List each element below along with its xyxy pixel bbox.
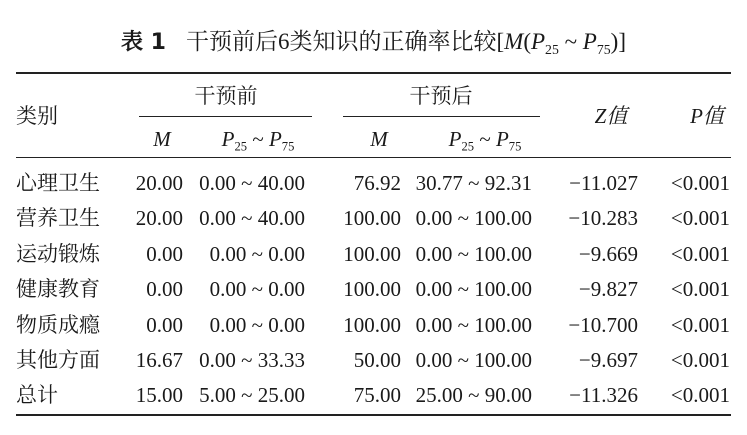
- row-before-median: 15.00: [135, 383, 183, 407]
- table-caption: [0, 24, 747, 61]
- row-category: 其他方面: [16, 348, 100, 372]
- row-after-iqr: 0.00 ~ 100.00: [415, 277, 532, 301]
- row-before-iqr: 5.00 ~ 25.00: [199, 383, 305, 407]
- caption-sub-25: 25: [545, 41, 559, 57]
- row-z: −9.669: [578, 242, 638, 266]
- row-before-median: 20.00: [135, 206, 183, 230]
- caption-sub-75: 75: [596, 41, 611, 57]
- row-before-median: 0.00: [146, 277, 183, 301]
- caption-bracket-open: [: [496, 29, 505, 54]
- table-title: 干预前后6类知识的正确率比较: [185, 29, 497, 54]
- row-z: −10.700: [568, 313, 638, 337]
- row-category: 健康教育: [16, 277, 100, 301]
- caption-stat-p2: P: [582, 29, 597, 54]
- row-after-median: 75.00: [353, 383, 401, 407]
- row-before-iqr: 0.00 ~ 0.00: [209, 277, 305, 301]
- row-before-iqr: 0.00 ~ 40.00: [199, 206, 305, 230]
- row-category: 运动锻炼: [16, 242, 100, 266]
- row-before-iqr: 0.00 ~ 40.00: [199, 171, 305, 195]
- caption-stat-m: M: [504, 29, 524, 54]
- header-z: Z值: [594, 104, 628, 128]
- row-before-median: 20.00: [135, 171, 183, 195]
- row-category: 总计: [16, 383, 58, 407]
- table-bottom-rule: [16, 414, 731, 416]
- table-header-rule: [16, 157, 731, 158]
- row-p: <0.001: [670, 383, 730, 407]
- row-after-median: 50.00: [353, 348, 401, 372]
- row-before-median: 16.67: [135, 348, 183, 372]
- row-after-iqr: 0.00 ~ 100.00: [415, 348, 532, 372]
- header-after-iqr: $P_{25}$ ~ $P_{75}$: [448, 127, 522, 154]
- header-after-median: M: [370, 127, 388, 151]
- header-before-median: M: [153, 127, 171, 151]
- row-z: −11.326: [569, 383, 638, 407]
- row-after-iqr: 25.00 ~ 90.00: [415, 383, 532, 407]
- header-before: 干预前: [194, 84, 258, 108]
- row-after-iqr: 30.77 ~ 92.31: [415, 171, 532, 195]
- row-z: −9.827: [578, 277, 638, 301]
- caption-tilde: ~: [558, 29, 583, 54]
- row-after-median: 100.00: [343, 313, 401, 337]
- caption-stat-p1: P: [530, 29, 546, 54]
- table-top-rule: [16, 72, 731, 74]
- caption-bracket-close: ]: [618, 29, 626, 54]
- header-before-iqr: $P_{25}$ ~ $P_{75}$: [221, 127, 295, 154]
- row-p: <0.001: [670, 277, 730, 301]
- row-p: <0.001: [670, 206, 730, 230]
- row-before-median: 0.00: [146, 242, 183, 266]
- row-category: 营养卫生: [16, 206, 100, 230]
- row-after-median: 100.00: [343, 242, 401, 266]
- row-before-iqr: 0.00 ~ 33.33: [199, 348, 305, 372]
- header-before-rule: [139, 116, 312, 117]
- row-p: <0.001: [670, 313, 730, 337]
- row-after-median: 76.92: [353, 171, 401, 195]
- header-after: 干预后: [409, 84, 473, 108]
- table-label: 表 1: [121, 30, 166, 55]
- row-z: −11.027: [569, 171, 638, 195]
- row-category: 心理卫生: [16, 171, 100, 195]
- row-before-iqr: 0.00 ~ 0.00: [209, 242, 305, 266]
- row-after-median: 100.00: [343, 206, 401, 230]
- row-after-iqr: 0.00 ~ 100.00: [415, 206, 532, 230]
- row-p: <0.001: [670, 348, 730, 372]
- caption-paren-open: (: [523, 29, 531, 54]
- header-category: 类别: [16, 104, 58, 128]
- row-before-median: 0.00: [146, 313, 183, 337]
- row-category: 物质成瘾: [16, 313, 100, 337]
- caption-paren-close: ): [610, 29, 619, 54]
- row-z: −9.697: [578, 348, 638, 372]
- header-p: P值: [690, 104, 724, 128]
- row-before-iqr: 0.00 ~ 0.00: [209, 313, 305, 337]
- row-after-iqr: 0.00 ~ 100.00: [415, 242, 532, 266]
- row-after-median: 100.00: [343, 277, 401, 301]
- row-z: −10.283: [568, 206, 638, 230]
- row-p: <0.001: [670, 171, 730, 195]
- row-after-iqr: 0.00 ~ 100.00: [415, 313, 532, 337]
- row-p: <0.001: [670, 242, 730, 266]
- header-after-rule: [343, 116, 540, 117]
